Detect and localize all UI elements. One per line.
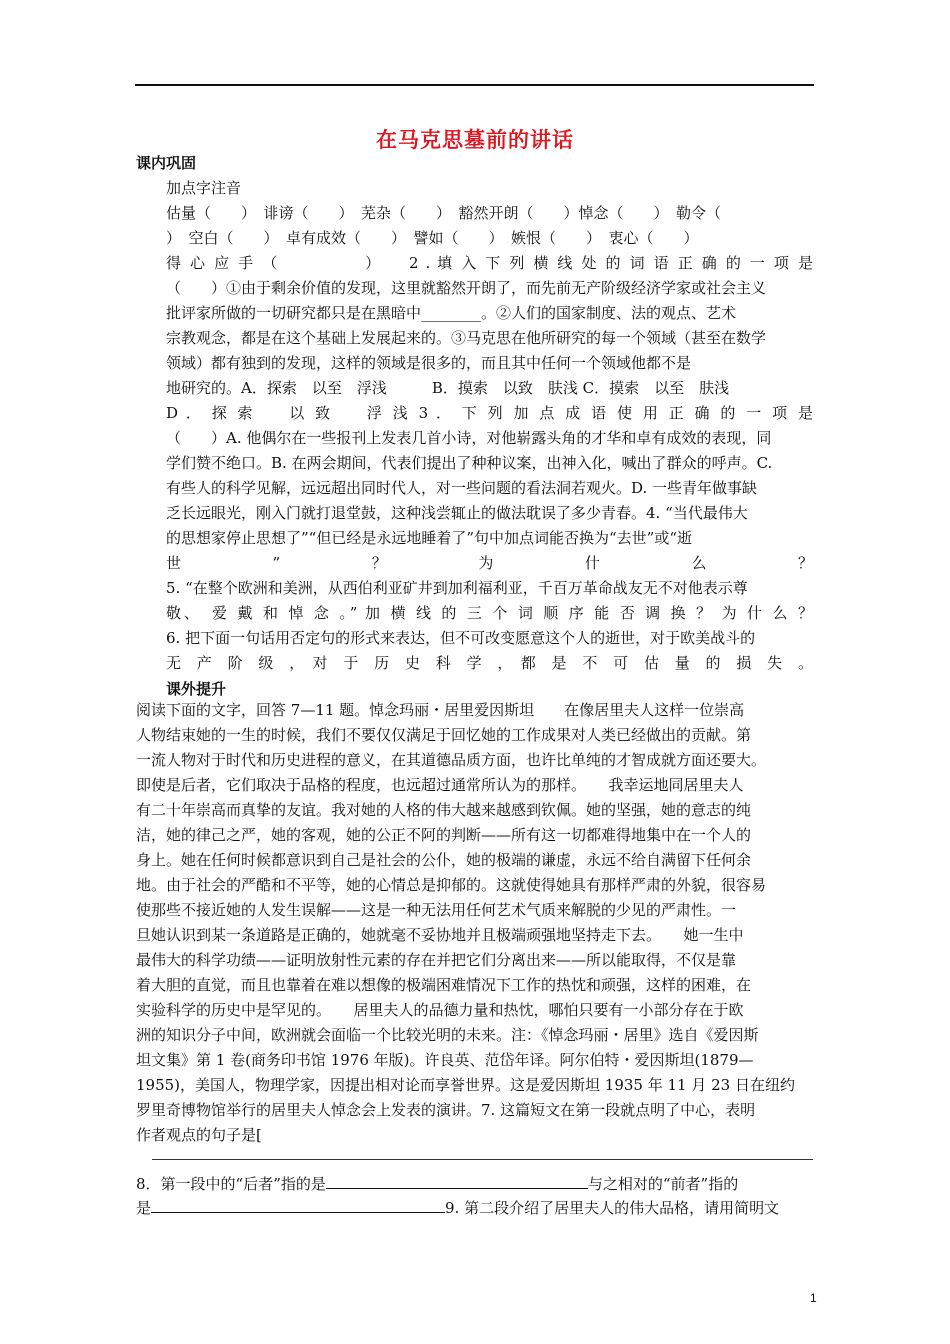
question-9-prefix: 是 <box>136 1199 152 1217</box>
question-line: 5. “在整个欧洲和美洲，从西伯利亚矿井到加利福利亚，千百万革命战友无不对他表示尊 <box>166 579 748 597</box>
question-line: 批评家所做的一切研究都只是在黑暗中________。②人们的国家制度、法的观点、艺术 <box>166 304 737 322</box>
question-line: 领域）都有独到的发现，这样的领域是很多的，而且其中任何一个领域他都不是 <box>166 354 692 372</box>
passage-line: 作者观点的句子是[ <box>136 1126 262 1144</box>
answer-line <box>152 1159 813 1160</box>
passage-line: 身上。她在任何时候都意识到自己是社会的公仆，她的极端的谦虚，永远不给自满留下任何余 <box>136 851 752 869</box>
passage-line: 地。由于社会的严酷和不平等，她的心情总是抑郁的。这就使得她具有那样严肃的外貌，很容易 <box>136 876 767 894</box>
question-line: ） 空白（ ） 卓有成效（ ） 譬如（ ） 嫉恨（ ） 衷心（ ） <box>166 229 699 247</box>
question-line: 世 ” ？ 为 什 么 ？ <box>166 554 813 572</box>
passage-line: 有二十年崇高而真挚的友谊。我对她的人格的伟大越来越感到钦佩。她的坚强，她的意志的纯 <box>136 801 752 819</box>
question-line: 得 心 应 手 （ ） 2 . 填 入 下 列 横 线 处 的 词 语 正 确 的 一 项 是 <box>166 254 813 272</box>
question-8-text-2: 与之相对的“前者”指的 <box>587 1175 739 1193</box>
passage-line: 阅读下面的文字，回答 7—11 题。悼念玛丽・居里爱因斯坦 在像居里夫人这样一位崇高 <box>136 701 745 719</box>
passage-line: 1955)，美国人，物理学家，因提出相对论而享誉世界。这是爱因斯坦 1935 年 11 月 23 日在纽约 <box>136 1076 795 1094</box>
passage-line: 实验科学的历史中是罕见的。 居里夫人的品德力量和热忱，哪怕只要有一小部分存在于欧 <box>136 1001 744 1019</box>
passage-line: 使那些不接近她的人发生误解——这是一种无法用任何艺术气质来解脱的少见的严肃性。一 <box>136 901 737 919</box>
page-title: 在马克思墓前的讲话 <box>376 128 574 152</box>
question-line: 的思想家停止思想了”“但已经是永远地睡着了”句中加点词能否换为“去世”或“逝 <box>166 529 693 547</box>
passage-line: 洁，她的律己之严，她的客观，她的公正不阿的判断——所有这一切都难得地集中在一个人的 <box>136 826 752 844</box>
answer-blank[interactable] <box>151 1198 445 1213</box>
question-8-line <box>136 1174 814 1194</box>
passage-line: 最伟大的科学功绩——证明放射性元素的存在并把它们分离出来——所以能取得，不仅是靠 <box>136 951 737 969</box>
question-line: 加点字注音 <box>166 179 242 197</box>
question-9-line <box>136 1198 814 1218</box>
question-line: 学们赞不绝口。B. 在两会期间，代表们提出了种种议案，出神入化，喊出了群众的呼声。C. <box>166 454 773 472</box>
question-line: 有些人的科学见解，远远超出同时代人，对一些问题的看法洞若观火。D. 一些青年做事缺 <box>166 479 758 497</box>
passage-line: 旦她认识到某一条道路是正确的，她就毫不妥协地并且极端顽强地坚持走下去。 她一生中 <box>136 926 744 944</box>
answer-blank[interactable] <box>326 1174 588 1189</box>
section-heading-extension: 课外提升 <box>166 680 227 698</box>
passage-line: 洲的知识分子中间，欧洲就会面临一个比较光明的未来。注：《悼念玛丽・居里》选自《爱因斯 <box>136 1026 759 1044</box>
question-line: 6. 把下面一句话用否定句的形式来表达，但不可改变愿意这个人的逝世，对于欧美战斗的 <box>166 629 756 647</box>
passage-line: 一流人物对于时代和历史进程的意义，在其道德品质方面，也许比单纯的才智成就方面还要大。 <box>136 751 767 769</box>
question-9-text: 9. 第二段介绍了居里夫人的伟大品格，请用简明文 <box>445 1199 780 1217</box>
question-line: （ ）①由于剩余价值的发现，这里就豁然开朗了，而先前无产阶级经济学家或社会主义 <box>166 279 767 297</box>
passage-line: 着大胆的直觉，而且也靠着在难以想像的极端困难情况下工作的热忱和顽强，这样的困难，在 <box>136 976 752 994</box>
passage-line: 罗里奇博物馆举行的居里夫人悼念会上发表的演讲。7. 这篇短文在第一段就点明了中心，表明 <box>136 1101 756 1119</box>
question-line: 无 产 阶 级 ， 对 于 历 史 科 学 ， 都 是 不 可 估 量 的 损 失 。 <box>166 654 813 672</box>
question-line: 乏长远眼光，刚入门就打退堂鼓，这种浅尝辄止的做法耽误了多少青春。4. “当代最伟大 <box>166 504 748 522</box>
question-8-text: 8．第一段中的“后者”指的是 <box>136 1175 326 1193</box>
passage-line: 人物结束她的一生的时候，我们不要仅仅满足于回忆她的工作成果对人类已经做出的贡献。第 <box>136 726 752 744</box>
page-number: 1 <box>810 1291 817 1305</box>
passage-line: 即使是后者，它们取决于品格的程度，也远超过通常所认为的那样。 我幸运地同居里夫人 <box>136 776 744 794</box>
question-line: D ． 探 索 以 致 浮 浅 3 ． 下 列 加 点 成 语 使 用 正 确 的 一 项 是 <box>166 404 813 422</box>
question-line: （ ）A. 他偶尔在一些报刊上发表几首小诗，对他崭露头角的才华和卓有成效的表现，同 <box>166 429 772 447</box>
question-line: 宗教观念，都是在这个基础上发展起来的。③马克思在他所研究的每一个领域（甚至在数学 <box>166 329 767 347</box>
question-line: 敬、 爱 戴 和 悼 念 。” 加 横 线 的 三 个 词 顺 序 能 否 调 换 ？ 为 什 么 ？ <box>166 604 813 622</box>
section-heading-in-class: 课内巩固 <box>136 154 197 172</box>
header-rule <box>135 84 814 86</box>
passage-line: 坦文集》第 1 卷(商务印书馆 1976 年版)。许良英、范岱年译。阿尔伯特・爱因斯坦(1879— <box>136 1051 754 1069</box>
question-line: 地研究的。A．探索 以至 浮浅 B．摸索 以致 肤浅 C．摸索 以至 肤浅 <box>166 379 730 397</box>
question-line: 估量（ ） 诽谤（ ） 芜杂（ ） 豁然开朗（ ）悼念（ ） 勒令（ <box>166 204 722 222</box>
